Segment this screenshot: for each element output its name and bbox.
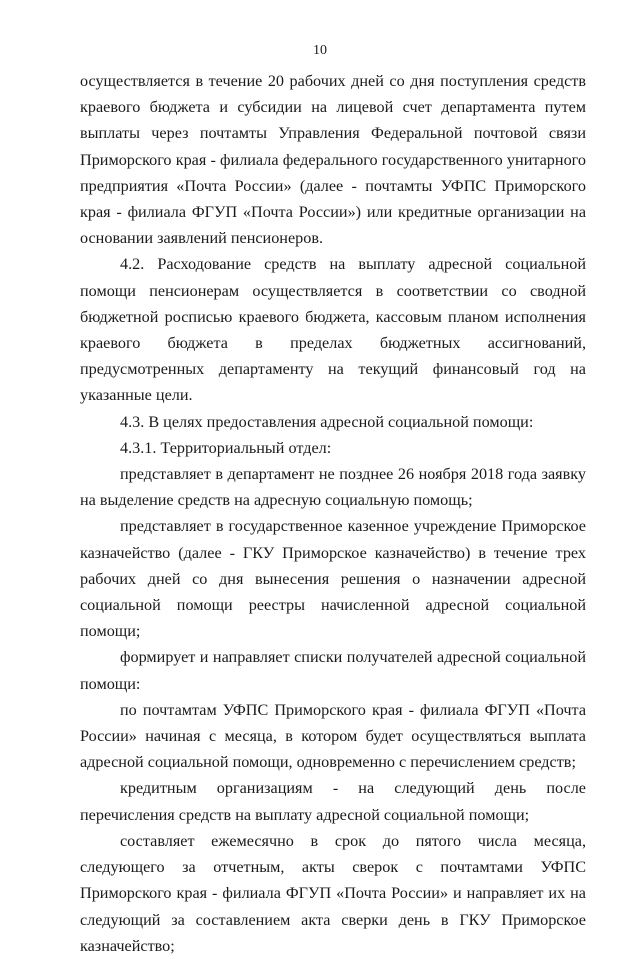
document-body (80, 68, 586, 959)
paragraph-request-funds: представляет в департамент не позднее 26 ноября 2018 года заявку на выделение средств на адресную социальную помощь; (80, 465, 586, 510)
paragraph-credit-orgs: кредитным организациям - на следующий день после перечисления средств на выплату адресной социальной помощи; (80, 779, 586, 824)
page-number: 10 (313, 43, 327, 58)
paragraph-4-3: 4.3. В целях предоставления адресной социальной помощи: (120, 412, 534, 431)
paragraph-recipient-lists: формирует и направляет списки получателей адресной социальной помощи: (80, 648, 586, 693)
paragraph-continuation: осуществляется в течение 20 рабочих дней со дня поступления средств краевого бюджета и субсидии на лицевой счет департамента путем выплаты через почтамты Управления Федеральной почтовой связи Приморского края - филиала федерального государственного унитарного предприятия «Почта России» (далее - почтамты УФПС Приморского края - филиала ФГУП «Почта России») или кредитные организации на основании заявлений пенсионеров. (80, 72, 586, 248)
paragraph-4-2: 4.2. Расходование средств на выплату адресной социальной помощи пенсионерам осуществляется в соответствии со сводной бюджетной росписью краевого бюджета, кассовым планом исполнения краевого бюджета в пределах бюджетных ассигнований, предусмотренных департаменту на текущий финансовый год на указанные цели. (80, 255, 586, 405)
paragraph-post-offices: по почтамтам УФПС Приморского края - филиала ФГУП «Почта России» начиная с месяца, в котором будет осуществляться выплата адресной социальной помощи, одновременно с перечислением средств; (80, 700, 586, 772)
paragraph-4-3-1: 4.3.1. Территориальный отдел: (120, 438, 332, 457)
paragraph-reconciliation: составляет ежемесячно в срок до пятого числа месяца, следующего за отчетным, акты сверок с почтамтами УФПС Приморского края - филиала ФГУП «Почта России» и направляет их на следующий за составлением акта сверки день в ГКУ Приморское казначейство; (80, 831, 586, 955)
paragraph-registers: представляет в государственное казенное учреждение Приморское казначейство (далее - ГКУ Приморское казначейство) в течение трех рабочих дней со дня вынесения решения о назначении адресной социальной помощи реестры начисленной адресной социальной помощи; (80, 517, 586, 641)
